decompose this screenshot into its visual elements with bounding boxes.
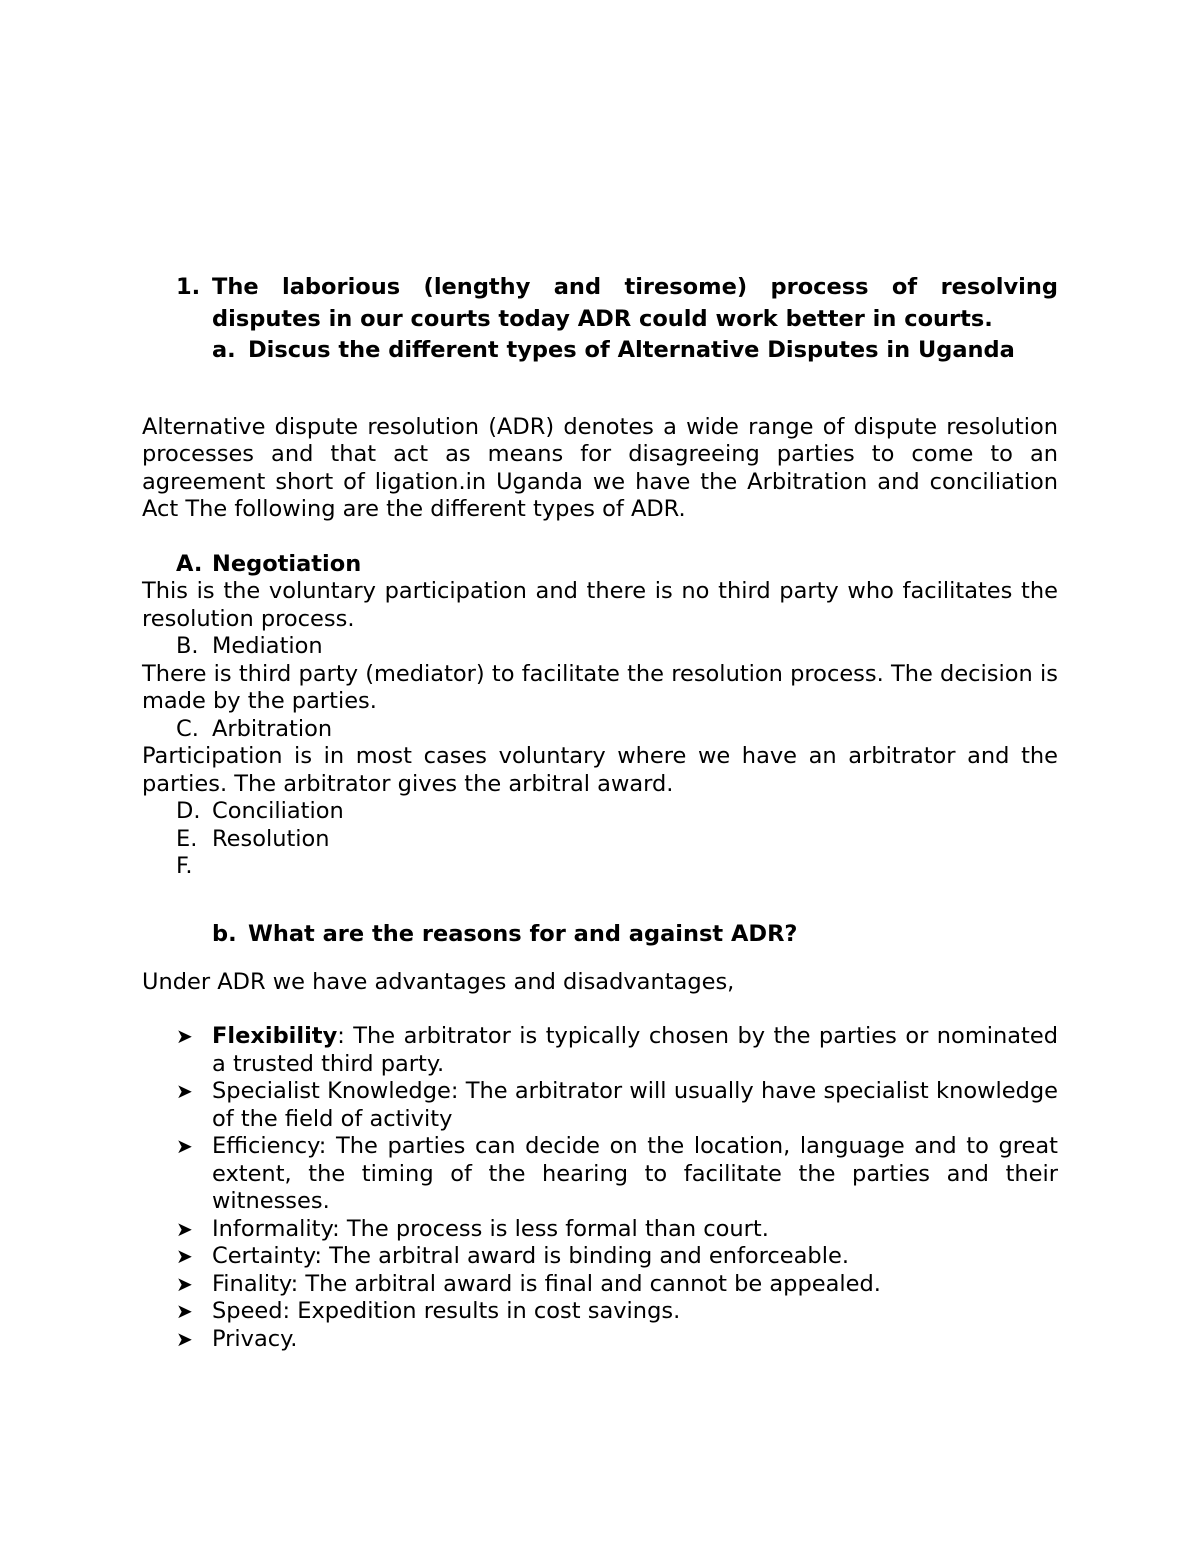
part-b-text: What are the reasons for and against ADR? <box>248 921 798 947</box>
type-item-resolution <box>142 826 1058 854</box>
bullet-text: Finality: The arbitral award is final and cannot be appealed. <box>212 1270 881 1297</box>
type-desc-negotiation: This is the voluntary participation and there is no third party who facilitates the resolution process. <box>142 578 1058 632</box>
type-letter: B. <box>176 633 199 659</box>
part-a-text: Discus the different types of Alternative Disputes in Uganda <box>248 337 1015 363</box>
type-desc-mediation: There is third party (mediator) to facilitate the resolution process. The decision is made by the parties. <box>142 660 1058 714</box>
type-name: Mediation <box>212 633 323 659</box>
list-item <box>142 1078 1058 1133</box>
bullet-term: Flexibility <box>212 1023 338 1049</box>
list-item <box>142 1133 1058 1216</box>
bullet-text: Certainty: The arbitral award is binding and enforceable. <box>212 1243 849 1269</box>
part-b-letter: b. <box>212 921 237 947</box>
arrow-bullet-icon: ➤ <box>176 1216 193 1241</box>
bullet-text: : The arbitrator is typically chosen by the parties or nominated a trusted third party. <box>212 1023 1058 1077</box>
part-a-letter: a. <box>212 337 236 363</box>
question-number: 1. <box>176 274 201 300</box>
part-a-heading <box>142 335 1058 367</box>
type-name: Conciliation <box>212 798 344 824</box>
arrow-bullet-icon: ➤ <box>176 1271 193 1296</box>
bullet-text: Speed: Expedition results in cost savings. <box>212 1298 681 1324</box>
type-letter: E. <box>176 825 198 852</box>
question-text: The laborious (lengthy and tiresome) process of resolving disputes in our courts today ADR could work better in courts. <box>212 274 1058 332</box>
type-item-mediation <box>142 633 1058 661</box>
type-item-arbitration <box>142 716 1058 744</box>
list-item <box>142 1216 1058 1244</box>
arrow-bullet-icon: ➤ <box>176 1079 193 1103</box>
list-item <box>142 1271 1058 1299</box>
type-name: Negotiation <box>212 550 362 577</box>
arrow-bullet-icon: ➤ <box>176 1134 193 1158</box>
arrow-bullet-icon: ➤ <box>176 1326 193 1351</box>
arrow-bullet-icon: ➤ <box>176 1244 193 1268</box>
part-b-intro: Under ADR we have advantages and disadvantages, <box>142 968 735 995</box>
type-letter: D. <box>176 798 201 824</box>
bullet-text: Informality: The process is less formal than court. <box>212 1215 769 1242</box>
intro-paragraph: Alternative dispute resolution (ADR) denotes a wide range of dispute resolution processes and that act as means for disagreeing parties to come to an agreement short of ligation.in Uganda we have the Arbitration and conciliation Act The following are the different types of ADR. <box>142 413 1058 522</box>
list-item <box>142 1023 1058 1078</box>
list-item <box>142 1243 1058 1271</box>
question-heading <box>142 272 1058 335</box>
advantages-list <box>142 1023 1058 1353</box>
bullet-text: Specialist Knowledge: The arbitrator will usually have specialist knowledge of the field of activity <box>212 1078 1058 1132</box>
document-body <box>142 272 1058 1353</box>
type-item-conciliation <box>142 798 1058 826</box>
type-item-negotiation <box>142 551 1058 579</box>
type-letter: C. <box>176 715 199 742</box>
arrow-bullet-icon: ➤ <box>176 1024 193 1048</box>
list-item <box>142 1298 1058 1326</box>
arrow-bullet-icon: ➤ <box>176 1299 193 1323</box>
bullet-text: Privacy. <box>212 1325 298 1352</box>
part-b-heading <box>142 919 1058 951</box>
bullet-text: Efficiency: The parties can decide on the location, language and to great extent, the timing of the hearing to facilitate the parties and their witnesses. <box>212 1133 1058 1214</box>
type-letter: F. <box>176 853 193 879</box>
type-letter: A. <box>176 550 203 577</box>
type-name: Arbitration <box>212 715 333 742</box>
list-item <box>142 1326 1058 1354</box>
type-name: Resolution <box>212 825 330 852</box>
type-desc-arbitration: Participation is in most cases voluntary where we have an arbitrator and the parties. The arbitrator gives the arbitral award. <box>142 743 1058 797</box>
